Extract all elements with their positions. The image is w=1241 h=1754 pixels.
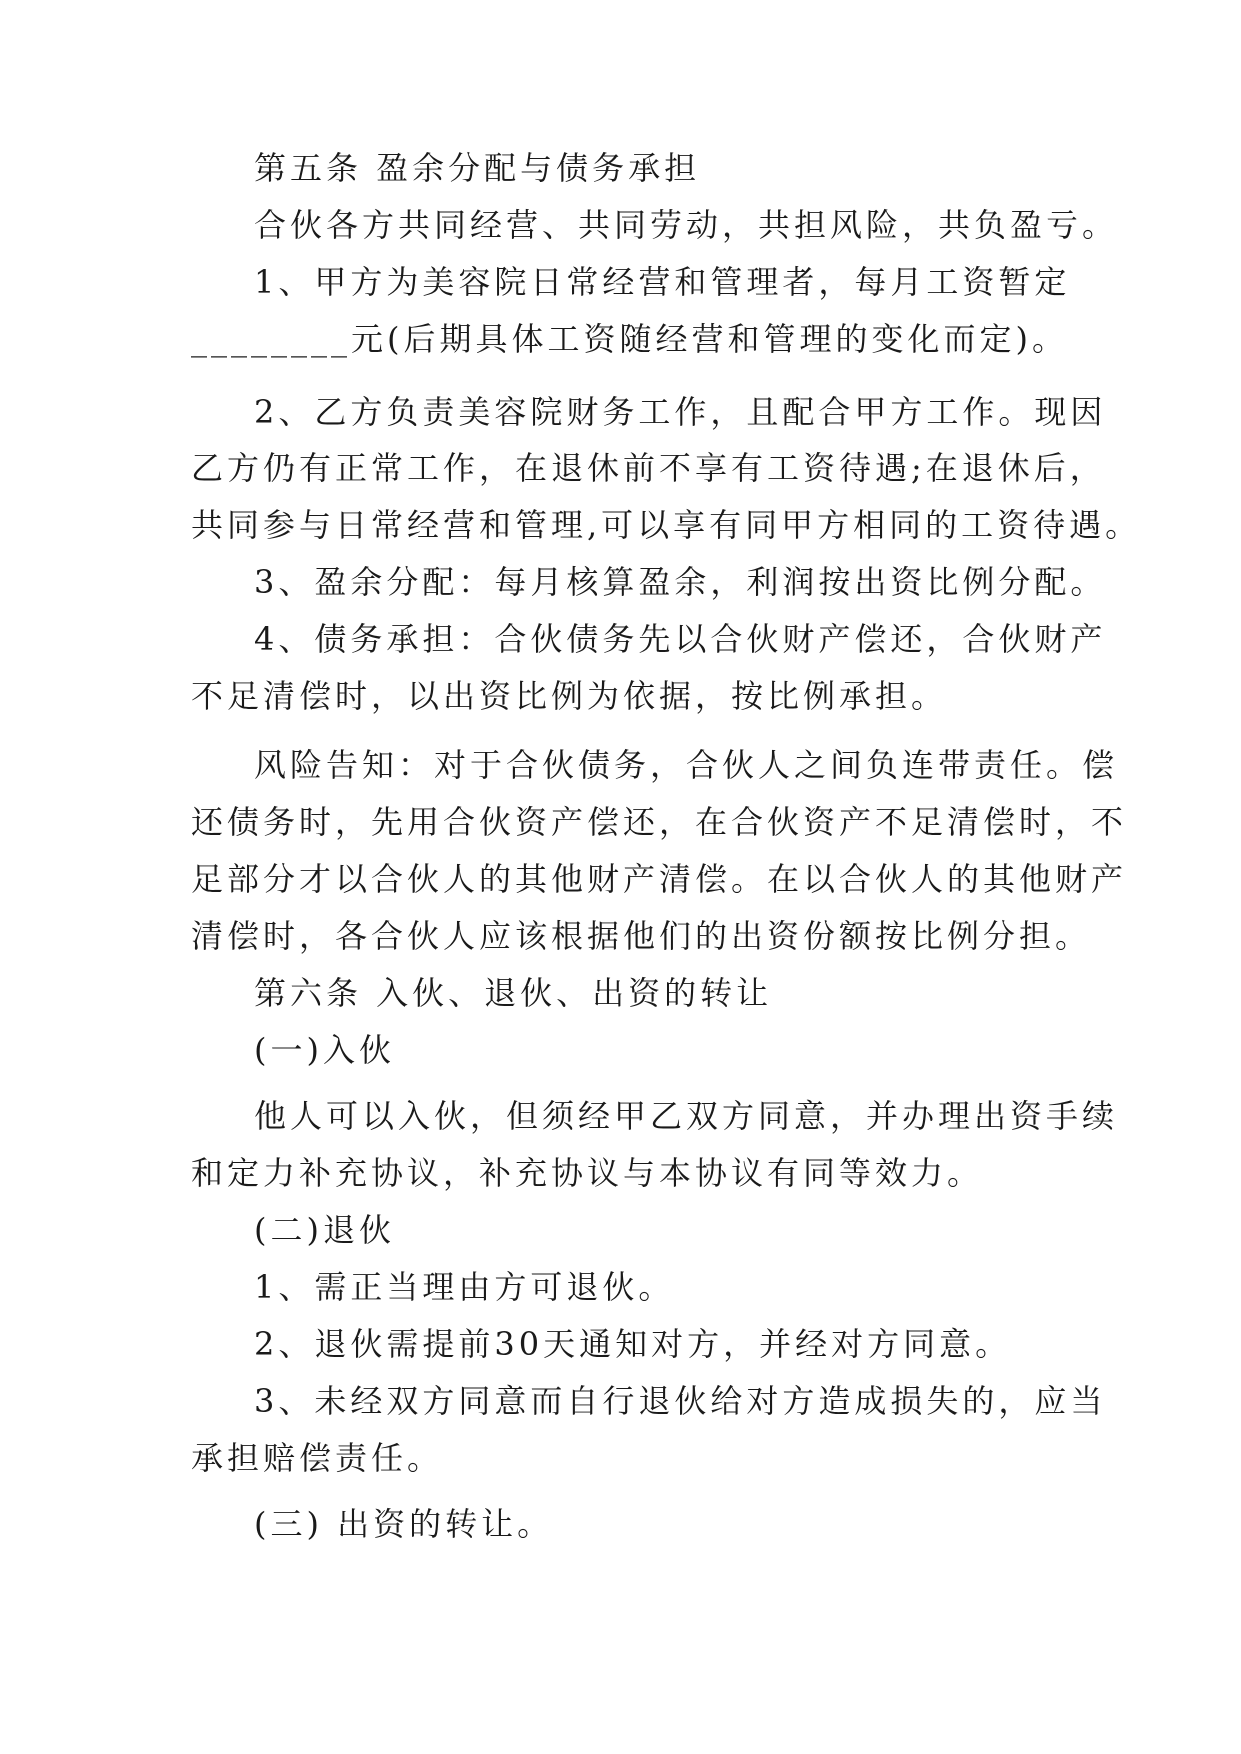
paragraph-line: ________元(后期具体工资随经营和管理的变化而定)。 [191,320,1068,358]
paragraph-line: 不足清偿时，以出资比例为依据，按比例承担。 [191,677,948,715]
paragraph-line: 2、退伙需提前30天通知对方，并经对方同意。 [254,1325,1012,1363]
paragraph-line: 承担赔偿责任。 [191,1439,444,1477]
paragraph-line: 还债务时，先用合伙资产偿还，在合伙资产不足清偿时，不 [191,803,1128,841]
paragraph-line: 乙方仍有正常工作，在退休前不享有工资待遇;在退休后， [191,449,1106,487]
paragraph-line: 3、盈余分配：每月核算盈余，利润按出资比例分配。 [254,563,1107,601]
subsection-heading: (三) 出资的转让。 [254,1505,554,1543]
paragraph-line: 他人可以入伙，但须经甲乙双方同意，并办理出资手续 [254,1097,1119,1135]
paragraph-line: 风险告知：对于合伙债务，合伙人之间负连带责任。偿 [254,746,1119,784]
section-heading-article-6: 第六条 入伙、退伙、出资的转让 [254,974,773,1012]
paragraph-line: 4、债务承担：合伙债务先以合伙财产偿还，合伙财产 [254,620,1107,658]
paragraph-line: 清偿时，各合伙人应该根据他们的出资份额按比例分担。 [191,917,1092,955]
paragraph-line: 足部分才以合伙人的其他财产清偿。在以合伙人的其他财产 [191,860,1128,898]
paragraph-line: 1、甲方为美容院日常经营和管理者，每月工资暂定 [254,263,1071,301]
section-heading-article-5: 第五条 盈余分配与债务承担 [254,149,701,187]
paragraph-line: 3、未经双方同意而自行退伙给对方造成损失的，应当 [254,1382,1107,1420]
paragraph-line: 2、乙方负责美容院财务工作，且配合甲方工作。现因 [254,393,1107,431]
subsection-heading: (二)退伙 [254,1211,395,1249]
paragraph-line: 和定力补充协议，补充协议与本协议有同等效力。 [191,1154,984,1192]
paragraph-line: 合伙各方共同经营、共同劳动，共担风险，共负盈亏。 [254,206,1119,244]
paragraph-line: 1、需正当理由方可退伙。 [254,1268,675,1306]
subsection-heading: (一)入伙 [254,1031,395,1069]
paragraph-line: 共同参与日常经营和管理,可以享有同甲方相同的工资待遇。 [191,506,1142,544]
